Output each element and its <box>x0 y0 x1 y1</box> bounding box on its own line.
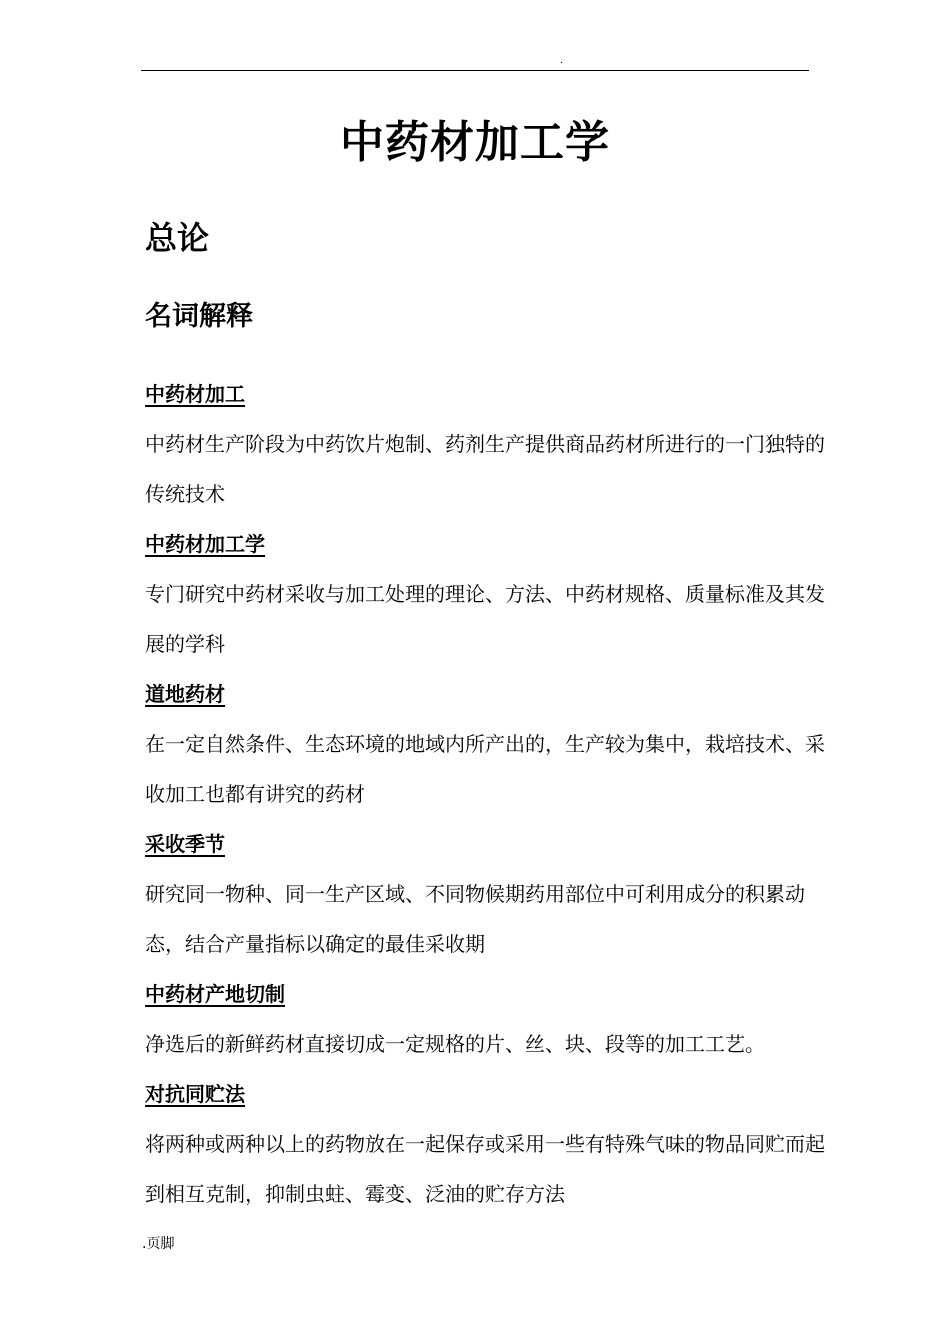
glossary-entry <box>145 669 825 819</box>
glossary-term: 道地药材 <box>145 682 225 706</box>
glossary-entry <box>145 519 825 669</box>
header-rule <box>141 70 809 71</box>
glossary-term: 采收季节 <box>145 832 225 856</box>
section-heading: 总论 <box>145 219 210 257</box>
glossary-definition: 在一定自然条件、生态环境的地域内所产出的，生产较为集中，栽培技术、采收加工也都有讲究的药材 <box>145 732 825 806</box>
glossary-term: 对抗同贮法 <box>145 1082 245 1106</box>
glossary-term: 中药材加工学 <box>145 532 265 556</box>
document-title: 中药材加工学 <box>340 117 610 168</box>
page-footer: .页脚 <box>142 1236 175 1252</box>
glossary-list <box>145 369 825 1219</box>
glossary-definition: 将两种或两种以上的药物放在一起保存或采用一些有特殊气味的物品同贮而起到相互克制，抑制虫蛀、霉变、泛油的贮存方法 <box>145 1132 825 1206</box>
glossary-entry <box>145 369 825 519</box>
subsection-heading: 名词解释 <box>145 301 253 332</box>
glossary-term: 中药材产地切制 <box>145 982 285 1006</box>
glossary-definition: 净选后的新鲜药材直接切成一定规格的片、丝、块、段等的加工工艺。 <box>145 1032 765 1056</box>
glossary-term: 中药材加工 <box>145 382 245 406</box>
page-header-mark: . <box>560 55 564 66</box>
glossary-entry <box>145 1069 825 1219</box>
glossary-definition: 中药材生产阶段为中药饮片炮制、药剂生产提供商品药材所进行的一门独特的传统技术 <box>145 432 825 506</box>
glossary-definition: 专门研究中药材采收与加工处理的理论、方法、中药材规格、质量标准及其发展的学科 <box>145 582 825 656</box>
glossary-definition: 研究同一物种、同一生产区域、不同物候期药用部位中可利用成分的积累动态，结合产量指标以确定的最佳采收期 <box>145 882 805 956</box>
glossary-entry <box>145 969 825 1069</box>
glossary-entry <box>145 819 825 969</box>
